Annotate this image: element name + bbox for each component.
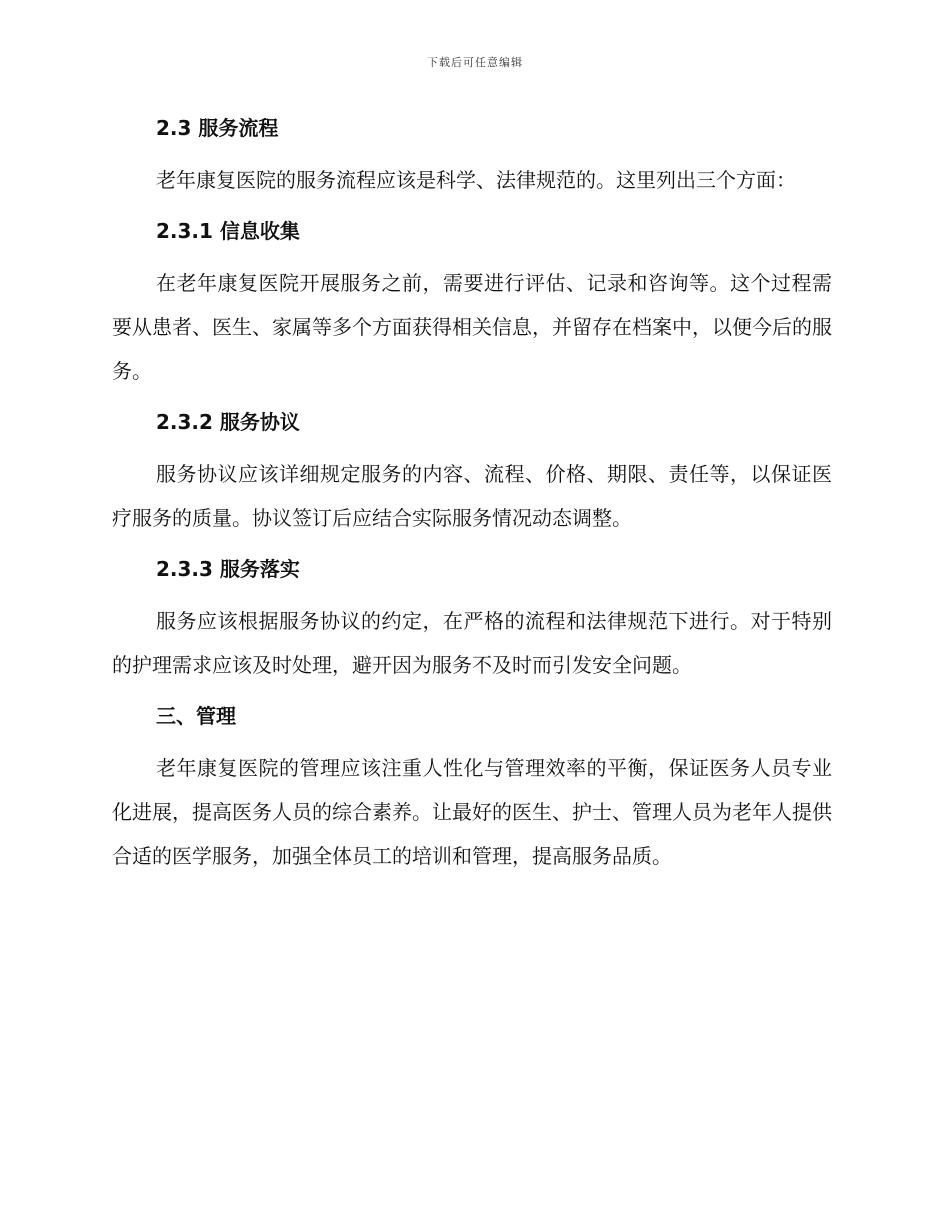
section-heading: 三、管理 (156, 704, 236, 728)
section-paragraph: 服务协议应该详细规定服务的内容、流程、价格、期限、责任等，以保证医疗服务的质量。协议签订后应结合实际服务情况动态调整。 (112, 462, 832, 530)
page-header-watermark: 下载后可任意编辑 (427, 56, 523, 69)
section-heading: 2.3 服务流程 (156, 116, 279, 140)
section-paragraph: 老年康复医院的服务流程应该是科学、法律规范的。这里列出三个方面： (156, 168, 796, 192)
section-paragraph: 老年康复医院的管理应该注重人性化与管理效率的平衡，保证医务人员专业化进展，提高医务人员的综合素养。让最好的医生、护士、管理人员为老年人提供合适的医学服务，加强全体员工的培训和管理，提高服务品质。 (112, 756, 832, 868)
subsection-heading: 2.3.2 服务协议 (156, 410, 300, 434)
document-body (112, 112, 832, 878)
section-paragraph: 在老年康复医院开展服务之前，需要进行评估、记录和咨询等。这个过程需要从患者、医生、家属等多个方面获得相关信息，并留存在档案中，以便今后的服务。 (112, 271, 832, 383)
subsection-heading: 2.3.3 服务落实 (156, 557, 300, 581)
section-paragraph: 服务应该根据服务协议的约定，在严格的流程和法律规范下进行。对于特别的护理需求应该及时处理，避开因为服务不及时而引发安全问题。 (112, 609, 832, 677)
subsection-heading: 2.3.1 信息收集 (156, 219, 300, 243)
